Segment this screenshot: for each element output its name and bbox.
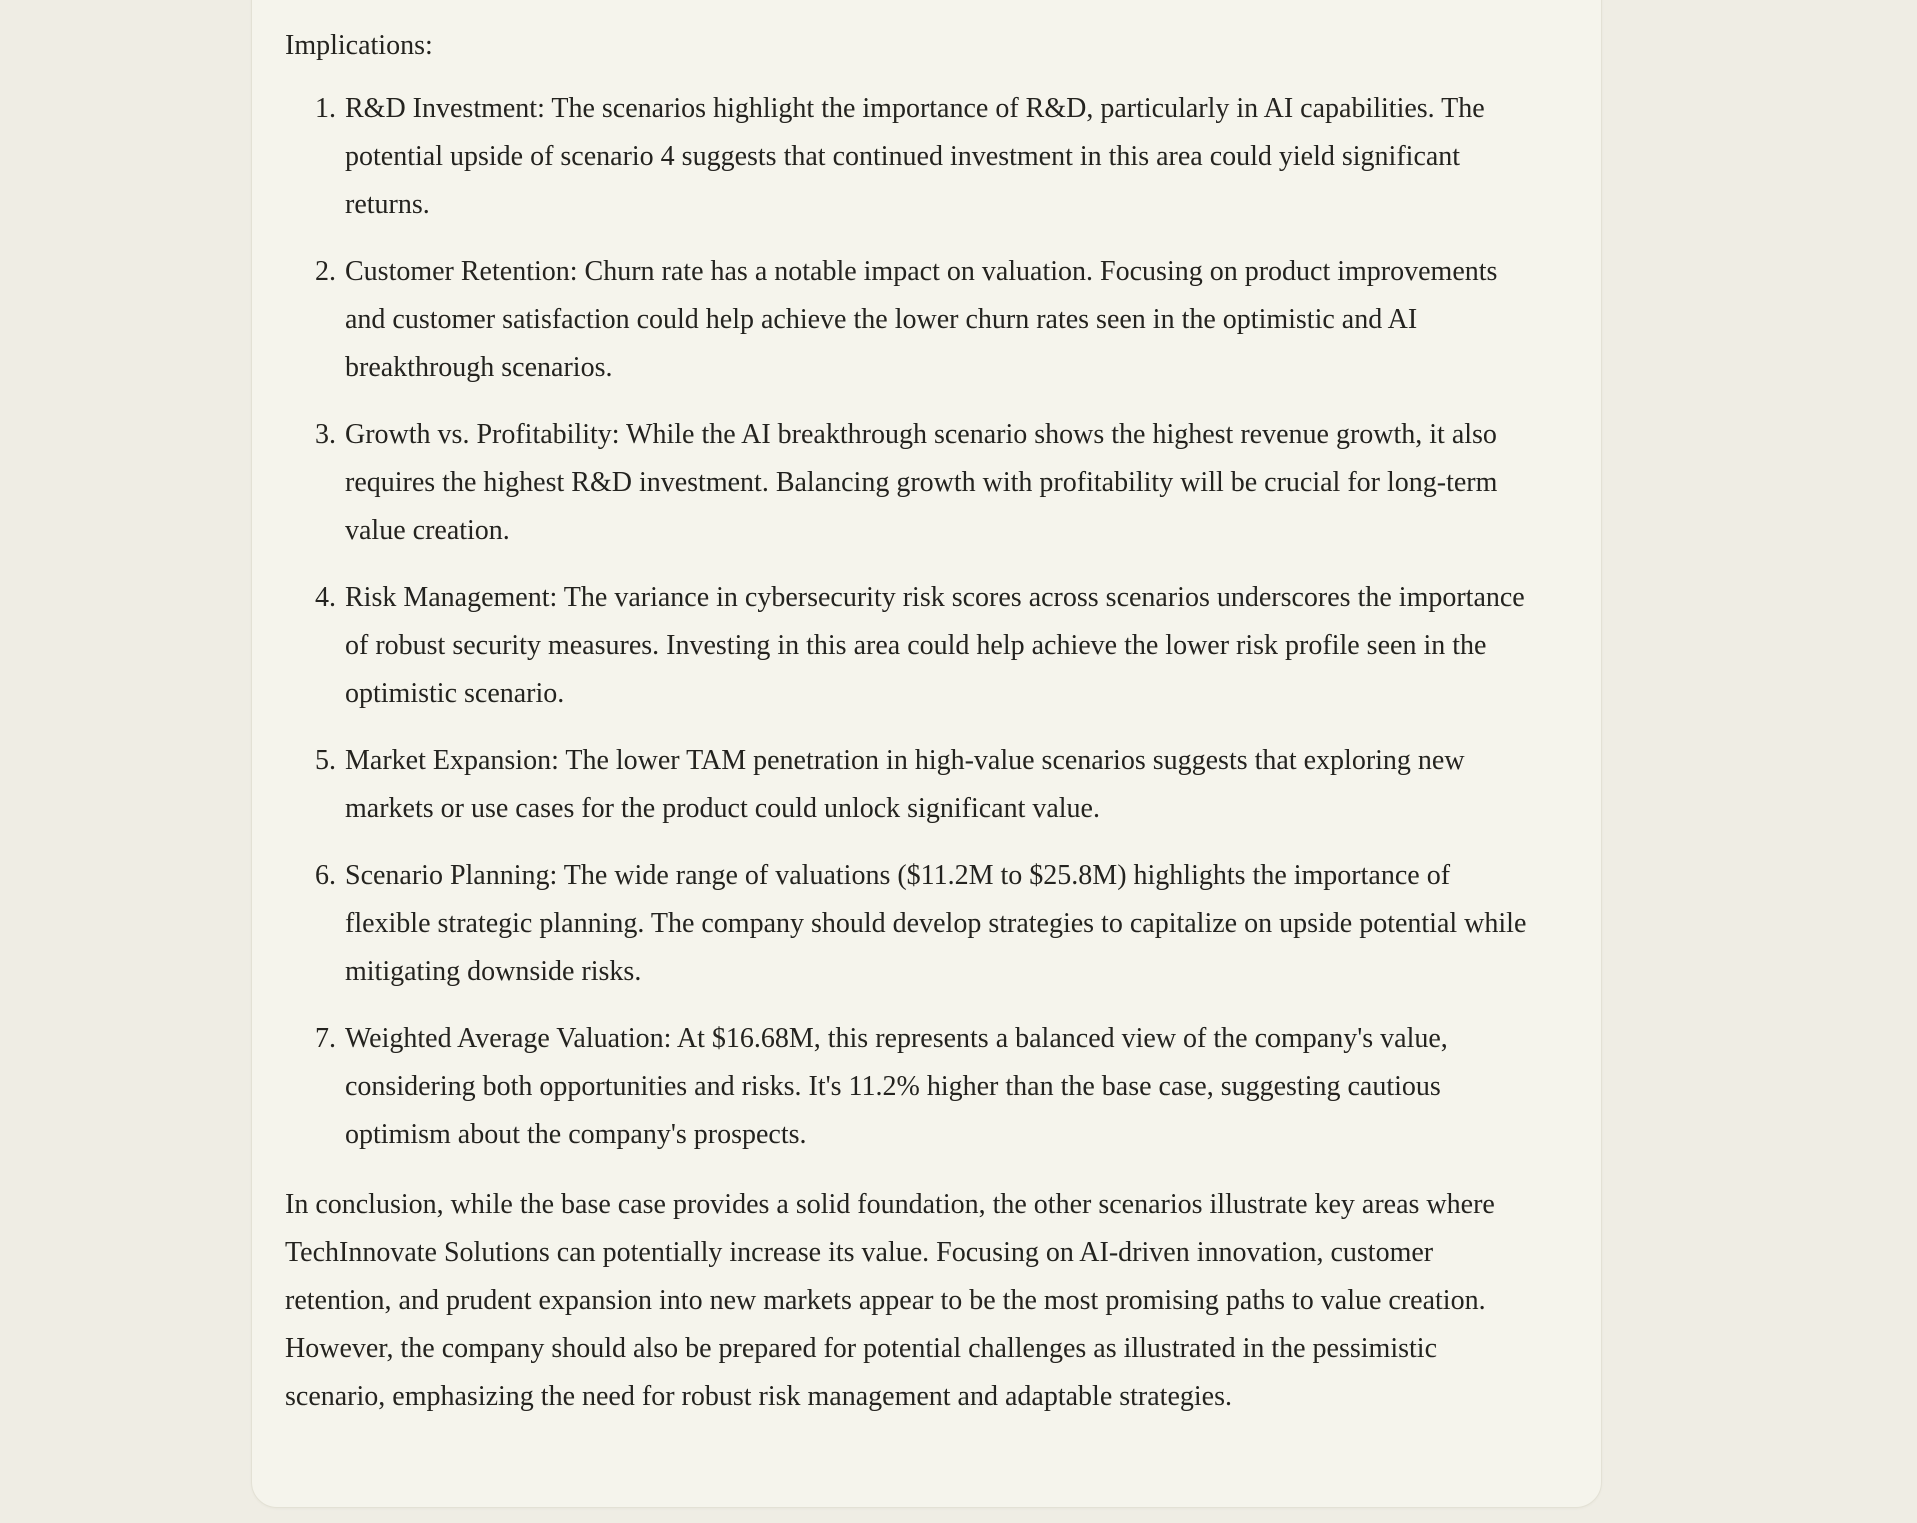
implication-item-3: 3. Growth vs. Profitability: While the AI breakthrough scenario shows the highest revenue growth, it also requires the highest R&D investment. Balancing growth with profitability will be crucial for long-term value creation. (343, 411, 1535, 555)
response-card (251, 0, 1602, 1508)
section-title: Implications: (285, 30, 433, 61)
implication-item-7: 7. Weighted Average Valuation: At $16.68M, this represents a balanced view of the company's value, considering both opportunities and risks. It's 11.2% higher than the base case, suggesting cautious optimism about the company's prospects. (343, 1015, 1535, 1159)
implication-item-1: 1. R&D Investment: The scenarios highlight the importance of R&D, particularly in AI capabilities. The potential upside of scenario 4 suggests that continued investment in this area could yield significant returns. (343, 85, 1535, 229)
implications-list (285, 85, 1535, 1159)
implication-item-6: 6. Scenario Planning: The wide range of valuations ($11.2M to $25.8M) highlights the importance of flexible strategic planning. The company should develop strategies to capitalize on upside potential while mitigating downside risks. (343, 852, 1535, 996)
implication-item-4: 4. Risk Management: The variance in cybersecurity risk scores across scenarios underscores the importance of robust security measures. Investing in this area could help achieve the lower risk profile seen in the optimistic scenario. (343, 574, 1535, 718)
conclusion-paragraph: In conclusion, while the base case provides a solid foundation, the other scenarios illustrate key areas where TechInnovate Solutions can potentially increase its value. Focusing on AI-driven innovation, customer retention, and prudent expansion into new markets appear to be the most promising paths to value creation. However, the company should also be prepared for potential challenges as illustrated in the pessimistic scenario, emphasizing the need for robust risk management and adaptable strategies. (285, 1189, 1495, 1412)
implication-item-2: 2. Customer Retention: Churn rate has a notable impact on valuation. Focusing on product improvements and customer satisfaction could help achieve the lower churn rates seen in the optimistic and AI breakthrough scenarios. (343, 248, 1535, 392)
implication-item-5: 5. Market Expansion: The lower TAM penetration in high-value scenarios suggests that exploring new markets or use cases for the product could unlock significant value. (343, 737, 1535, 833)
